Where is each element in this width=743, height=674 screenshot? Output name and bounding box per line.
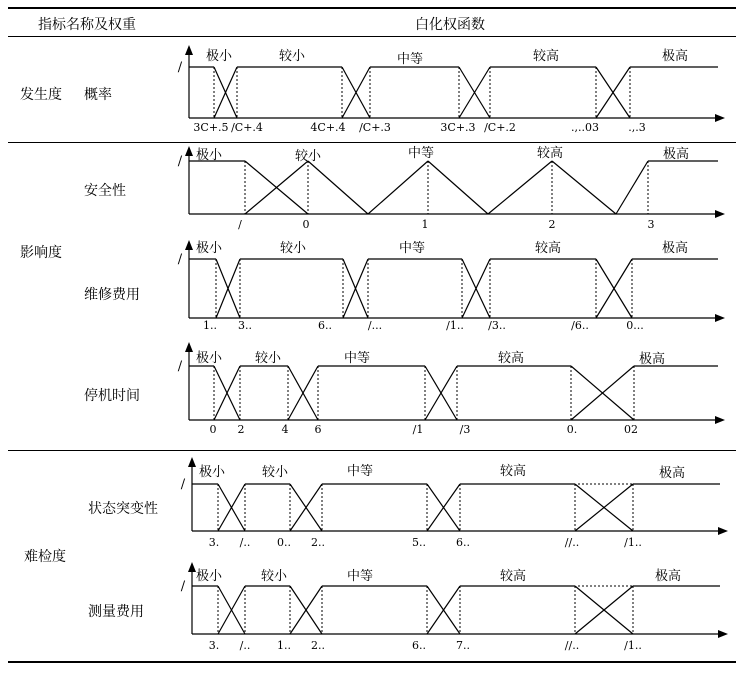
downtime-tick-label: 0. — [566, 423, 578, 436]
mutation-grade-label: 中等 — [346, 464, 374, 479]
safety-function-segment — [488, 161, 552, 214]
maintenance-grade-label: 较高 — [534, 241, 562, 256]
mutation-tick-label: //.. — [564, 536, 580, 549]
downtime-tick-label: /1 — [412, 423, 424, 436]
downtime-tick-label: 6 — [314, 423, 322, 436]
label-downtime: 停机时间 — [84, 388, 140, 404]
safety-function-segment — [368, 161, 428, 214]
maintenance-tick-label: /6.. — [571, 319, 589, 332]
maintenance-tick-label: /3.. — [488, 319, 506, 332]
probability-grade-label: 较小 — [278, 49, 306, 64]
probability-tick-label: 3C+.5 — [193, 121, 229, 134]
header-indicator-name: 指标名称及权重 — [38, 17, 136, 33]
maintenance-y-mark: / — [177, 252, 183, 267]
downtime-grade-label: 极小 — [196, 351, 223, 366]
safety-function-segment — [308, 161, 368, 214]
measurement-tick-label: 6.. — [412, 639, 426, 652]
label-measurement: 测量费用 — [88, 604, 144, 620]
safety-grade-label: 极高 — [662, 147, 690, 162]
label-maintenance: 维修费用 — [84, 287, 140, 303]
probability-tick-label: /C+.3 — [359, 121, 391, 134]
safety-function-segment — [616, 161, 648, 214]
safety-function-segment — [552, 161, 616, 214]
maintenance-grade-label: 极小 — [196, 241, 223, 256]
downtime-x-axis-arrow — [715, 416, 725, 424]
mutation-grade-label: 较高 — [499, 464, 527, 479]
safety-x-axis-arrow — [715, 210, 725, 218]
probability-y-axis-arrow — [185, 45, 193, 55]
measurement-tick-label: //.. — [564, 639, 580, 652]
probability-grade-label: 中等 — [396, 52, 424, 67]
maintenance-tick-label: 0... — [626, 319, 644, 332]
safety-tick-label: 3 — [647, 218, 655, 231]
maintenance-tick-label: 3.. — [238, 319, 252, 332]
mutation-tick-label: 3. — [208, 536, 220, 549]
safety-grade-label: 较高 — [536, 146, 564, 161]
maintenance-x-axis-arrow — [715, 314, 725, 322]
probability-tick-label: 3C+.3 — [440, 121, 476, 134]
downtime-grade-label: 较小 — [254, 351, 282, 366]
maintenance-grade-label: 极高 — [661, 241, 689, 256]
measurement-y-mark: / — [180, 579, 186, 594]
downtime-grade-label: 极高 — [638, 352, 666, 367]
probability-tick-label: .,.3 — [628, 121, 646, 134]
safety-tick-label: / — [238, 218, 242, 231]
probability-tick-label: 4C+.4 — [310, 121, 346, 134]
mutation-y-axis-arrow — [188, 457, 196, 467]
mutation-grade-label: 极小 — [199, 465, 226, 480]
mutation-tick-label: /1.. — [624, 536, 642, 549]
label-probability: 概率 — [84, 87, 112, 103]
measurement-tick-label: /.. — [239, 639, 251, 652]
measurement-grade-label: 较小 — [260, 569, 288, 584]
probability-grade-label: 极高 — [661, 49, 689, 64]
safety-tick-label: 0 — [302, 218, 310, 231]
measurement-grade-label: 极小 — [196, 569, 223, 584]
safety-grade-label: 中等 — [407, 146, 435, 161]
maintenance-tick-label: /1.. — [446, 319, 464, 332]
safety-tick-label: 1 — [421, 218, 429, 231]
downtime-tick-label: 0 — [209, 423, 217, 436]
safety-y-mark: / — [177, 154, 183, 169]
downtime-grade-label: 中等 — [343, 351, 371, 366]
measurement-tick-label: 1.. — [277, 639, 291, 652]
probability-tick-label: /C+.2 — [484, 121, 516, 134]
safety-grade-label: 极小 — [196, 148, 223, 163]
measurement-grade-label: 中等 — [346, 569, 374, 584]
safety-function-segment — [428, 161, 488, 214]
measurement-grade-label: 极高 — [654, 569, 682, 584]
maintenance-y-axis-arrow — [185, 240, 193, 250]
measurement-tick-label: 7.. — [456, 639, 470, 652]
probability-y-mark: / — [177, 60, 183, 75]
downtime-tick-label: 02 — [624, 423, 638, 436]
measurement-tick-label: /1.. — [624, 639, 642, 652]
downtime-y-axis-arrow — [185, 342, 193, 352]
safety-y-axis-arrow — [185, 146, 193, 156]
header-whitening-function: 白化权函数 — [415, 17, 485, 33]
mutation-grade-label: 较小 — [261, 465, 289, 480]
measurement-tick-label: 3. — [208, 639, 220, 652]
group-occurrence: 发生度 — [20, 87, 62, 103]
probability-grade-label: 极小 — [206, 49, 233, 64]
mutation-tick-label: 5.. — [412, 536, 426, 549]
downtime-grade-label: 较高 — [497, 351, 525, 366]
maintenance-tick-label: /... — [367, 319, 383, 332]
maintenance-grade-label: 中等 — [398, 241, 426, 256]
mutation-x-axis-arrow — [718, 527, 728, 535]
mutation-tick-label: 0.. — [277, 536, 291, 549]
mutation-tick-label: 6.. — [456, 536, 470, 549]
measurement-grade-label: 较高 — [499, 569, 527, 584]
safety-tick-label: 2 — [548, 218, 556, 231]
maintenance-grade-label: 较小 — [279, 241, 307, 256]
maintenance-tick-label: 6.. — [318, 319, 332, 332]
probability-grade-label: 较高 — [532, 49, 560, 64]
measurement-tick-label: 2.. — [311, 639, 325, 652]
mutation-y-mark: / — [180, 477, 186, 492]
downtime-tick-label: /3 — [459, 423, 471, 436]
label-mutation: 状态突变性 — [88, 501, 158, 517]
label-safety: 安全性 — [84, 183, 126, 199]
downtime-tick-label: 4 — [281, 423, 289, 436]
group-impact: 影响度 — [20, 245, 62, 261]
mutation-grade-label: 极高 — [658, 466, 686, 481]
probability-x-axis-arrow — [715, 114, 725, 122]
probability-tick-label: .,..03 — [571, 121, 599, 134]
downtime-y-mark: / — [177, 359, 183, 374]
mutation-tick-label: /.. — [239, 536, 251, 549]
downtime-tick-label: 2 — [237, 423, 245, 436]
group-difficulty: 难检度 — [24, 549, 66, 565]
measurement-x-axis-arrow — [718, 630, 728, 638]
probability-tick-label: /C+.4 — [231, 121, 263, 134]
measurement-y-axis-arrow — [188, 562, 196, 572]
maintenance-tick-label: 1.. — [203, 319, 217, 332]
safety-grade-label: 较小 — [294, 149, 322, 164]
mutation-tick-label: 2.. — [311, 536, 325, 549]
